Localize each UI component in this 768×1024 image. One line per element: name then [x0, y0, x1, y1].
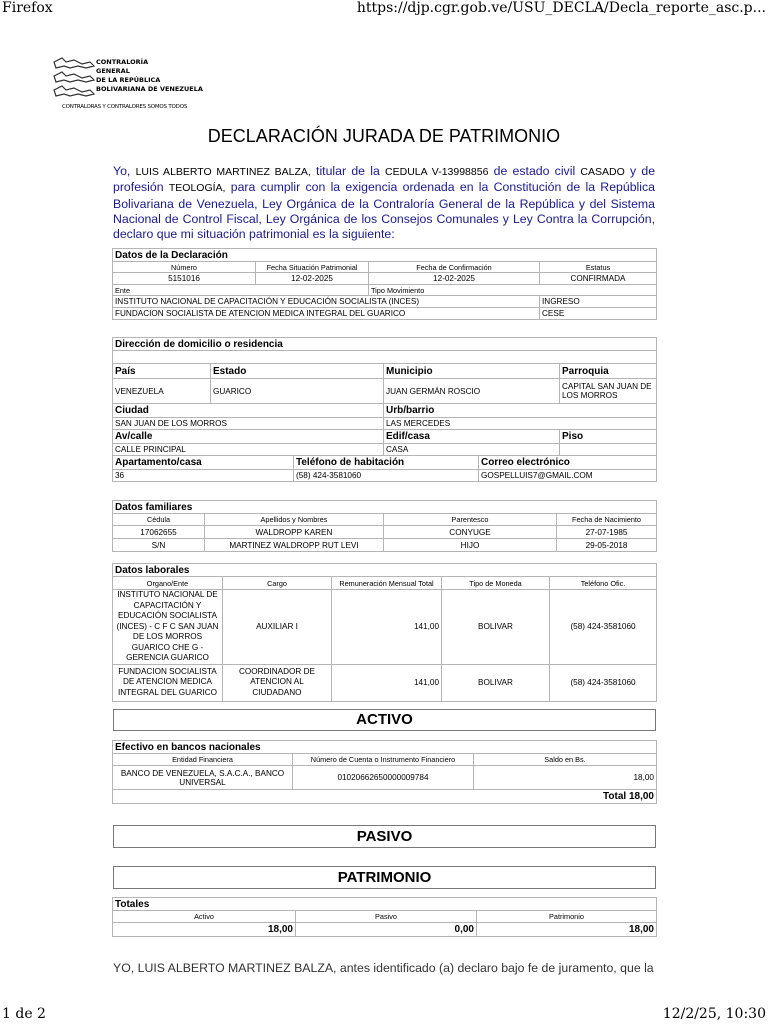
cell-organo: FUNDACION SOCIALISTA DE ATENCION MEDICA INTEGRAL DEL GUARICO: [113, 664, 223, 701]
cell-moneda: BOLIVAR: [442, 590, 550, 665]
browser-name: Firefox: [2, 0, 53, 16]
cell-telefono: (58) 424-3581060: [550, 664, 657, 701]
ente-value: INSTITUTO NACIONAL DE CAPACITACIÓN Y EDUCACIÓN SOCIALISTA (INCES): [113, 296, 540, 308]
intro-paragraph: [113, 164, 655, 242]
label-municipio: Municipio: [384, 364, 560, 379]
value-estado: GUARICO: [211, 379, 384, 404]
cell-cedula: S/N: [113, 539, 205, 552]
column-header: Fecha Situación Patrimonial: [256, 262, 369, 273]
table-row: [113, 766, 657, 790]
column-header: Activo: [113, 911, 296, 923]
value-urb: LAS MERCEDES: [384, 418, 657, 430]
label-estado: Estado: [211, 364, 384, 379]
table-row: [113, 539, 657, 552]
cell-parentesco: HIJO: [384, 539, 557, 552]
print-footer: [0, 1006, 768, 1024]
intro-text: de estado civil: [493, 164, 576, 178]
value-parroquia: CAPITAL SAN JUAN DE LOS MORROS: [560, 379, 657, 404]
section-title: Totales: [113, 898, 657, 911]
logo-line: BOLIVARIANA DE VENEZUELA: [96, 85, 203, 93]
cgr-emblem-icon: [52, 56, 96, 100]
tipo-movimiento: INGRESO: [540, 296, 657, 308]
section-title: Efectivo en bancos nacionales: [113, 741, 657, 754]
label-correo: Correo electrónico: [479, 456, 657, 470]
label-parroquia: Parroquia: [560, 364, 657, 379]
cell-cargo: AUXILIAR I: [223, 590, 332, 665]
print-header: [0, 0, 768, 18]
fecha-confirmacion: 12-02-2025: [369, 273, 540, 285]
total-pasivo: 0,00: [296, 923, 477, 937]
value-telefono: (58) 424-3581060: [294, 470, 479, 482]
table-row: [113, 526, 657, 539]
cell-nacimiento: 27-07-1985: [557, 526, 657, 539]
bancos-total: Total 18,00: [113, 790, 657, 804]
section-title: Datos laborales: [113, 564, 657, 577]
column-header: Número de Cuenta o Instrumento Financiero: [293, 754, 474, 766]
column-header: Parentesco: [384, 514, 557, 526]
intro-text: titular de la: [316, 164, 380, 178]
column-header: Pasivo: [296, 911, 477, 923]
domicilio-table: [112, 337, 657, 482]
column-header: Estatus: [540, 262, 657, 273]
column-header: Apellidos y Nombres: [205, 514, 384, 526]
laborales-table: [112, 563, 657, 702]
cell-remuneracion: 141,00: [332, 590, 442, 665]
estatus: CONFIRMADA: [540, 273, 657, 285]
bancos-table: [112, 740, 657, 804]
tipo-movimiento: CESE: [540, 308, 657, 320]
page-title: DECLARACIÓN JURADA DE PATRIMONIO: [207, 126, 561, 146]
column-header: Teléfono Ofic.: [550, 577, 657, 590]
intro-text: y de profesión: [113, 164, 656, 195]
activo-header: ACTIVO: [113, 709, 656, 731]
total-patrimonio: 18,00: [477, 923, 657, 937]
section-title: Datos de la Declaración: [113, 249, 657, 262]
table-row: [113, 664, 657, 701]
section-title: Datos familiares: [113, 501, 657, 514]
section-title: Dirección de domicilio o residencia: [113, 338, 657, 351]
intro-text: Yo,: [113, 164, 131, 178]
value-correo: GOSPELLUIS7@GMAIL.COM: [479, 470, 657, 482]
patrimonio-header: PATRIMONIO: [113, 866, 656, 889]
blank-row: [113, 351, 657, 364]
cgr-logo: [52, 52, 212, 116]
cell-cuenta: 01020662650000009784: [293, 766, 474, 790]
cell-nacimiento: 29-05-2018: [557, 539, 657, 552]
column-header: Fecha de Nacimiento: [557, 514, 657, 526]
logo-line: GENERAL: [96, 67, 130, 75]
cell-cedula: 17062655: [113, 526, 205, 539]
column-header: Tipo Movimiento: [369, 285, 657, 296]
label-urb: Urb/barrio: [384, 404, 657, 418]
cell-moneda: BOLIVAR: [442, 664, 550, 701]
column-header: Patrimonio: [477, 911, 657, 923]
totales-table: [112, 897, 657, 937]
cell-saldo: 18,00: [474, 766, 657, 790]
column-header: Entidad Financiera: [113, 754, 293, 766]
print-datetime: 12/2/25, 10:30: [662, 1006, 766, 1022]
cell-cargo: COORDINADOR DE ATENCION AL CIUDADANO: [223, 664, 332, 701]
column-header: Ente: [113, 285, 369, 296]
value-municipio: JUAN GERMÁN ROSCIO: [384, 379, 560, 404]
fecha-situacion: 12-02-2025: [256, 273, 369, 285]
column-header: Cargo: [223, 577, 332, 590]
declarant-name: LUIS ALBERTO MARTINEZ BALZA,: [135, 166, 311, 178]
logo-line: DE LA REPÚBLICA: [96, 76, 161, 84]
value-piso: [560, 444, 657, 456]
value-edif: CASA: [384, 444, 560, 456]
label-edif: Edif/casa: [384, 430, 560, 444]
cell-nombre: WALDROPP KAREN: [205, 526, 384, 539]
page-url: https://djp.cgr.gob.ve/USU_DECLA/Decla_reporte_asc.p...: [356, 0, 766, 16]
intro-text: para cumplir con la exigencia ordenada en la Constitución de la República Bolivariana de Venezuela, Ley Orgánica de la Contraloría General de la República y del Sistema Nacional de Control Fiscal, Ley Orgánica de los Consejos Comunales y Ley Contra la Corrupción, declaro que mi situación patrimonial es la siguiente:: [113, 180, 655, 242]
declaracion-table: [112, 248, 657, 320]
cell-telefono: (58) 424-3581060: [550, 590, 657, 665]
cell-entidad: BANCO DE VENEZUELA, S.A.C.A., BANCO UNIVERSAL: [113, 766, 293, 790]
declarant-cedula: CEDULA V-13998856: [385, 166, 489, 178]
declarant-civil-status: CASADO: [580, 166, 625, 178]
label-apto: Apartamento/casa: [113, 456, 294, 470]
label-ciudad: Ciudad: [113, 404, 384, 418]
label-piso: Piso: [560, 430, 657, 444]
logo-slogan: CONTRALORAS Y CONTRALORES SOMOS TODOS: [62, 104, 188, 110]
declaracion-numero: 5151016: [113, 273, 256, 285]
declarant-profession: TEOLOGÍA,: [168, 182, 226, 195]
column-header: Cédula: [113, 514, 205, 526]
closing-paragraph: YO, LUIS ALBERTO MARTINEZ BALZA, antes identificado (a) declaro bajo fe de juramento, que la: [113, 961, 654, 975]
cell-parentesco: CONYUGE: [384, 526, 557, 539]
column-header: Tipo de Moneda: [442, 577, 550, 590]
column-header: Remuneración Mensual Total: [332, 577, 442, 590]
familiares-table: [112, 500, 657, 552]
column-header: Organo/Ente: [113, 577, 223, 590]
ente-value: FUNDACION SOCIALISTA DE ATENCION MEDICA INTEGRAL DEL GUARICO: [113, 308, 540, 320]
column-header: Número: [113, 262, 256, 273]
value-avcalle: CALLE PRINCIPAL: [113, 444, 384, 456]
value-ciudad: SAN JUAN DE LOS MORROS: [113, 418, 384, 430]
cell-remuneracion: 141,00: [332, 664, 442, 701]
column-header: Saldo en Bs.: [474, 754, 657, 766]
label-telefono: Teléfono de habitación: [294, 456, 479, 470]
label-pais: País: [113, 364, 211, 379]
logo-text: [96, 58, 203, 94]
total-activo: 18,00: [113, 923, 296, 937]
table-row: [113, 590, 657, 665]
logo-line: CONTRALORÍA: [96, 58, 149, 66]
page-indicator: 1 de 2: [2, 1006, 46, 1022]
value-pais: VENEZUELA: [113, 379, 211, 404]
cell-nombre: MARTINEZ WALDROPP RUT LEVI: [205, 539, 384, 552]
cell-organo: INSTITUTO NACIONAL DE CAPACITACIÓN Y EDUCACIÓN SOCIALISTA (INCES) - C F C SAN JUAN DE LOS MORROS GUARICO CHE G - GERENCIA GUARICO: [113, 590, 223, 665]
pasivo-header: PASIVO: [113, 825, 656, 848]
value-apto: 36: [113, 470, 294, 482]
label-avcalle: Av/calle: [113, 430, 384, 444]
column-header: Fecha de Confirmación: [369, 262, 540, 273]
